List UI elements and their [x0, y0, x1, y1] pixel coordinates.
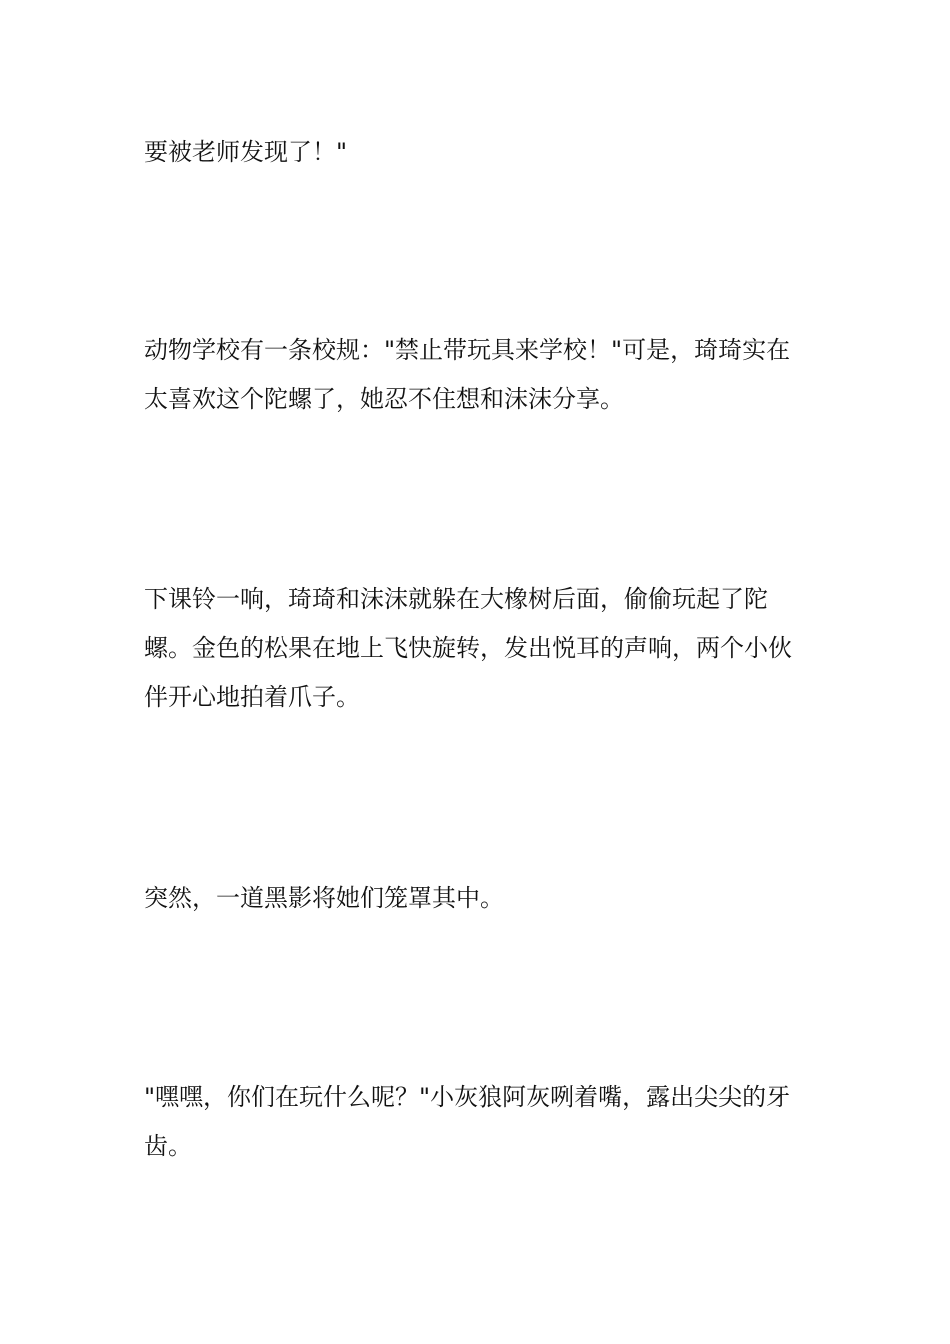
paragraph-1: 要被老师发现了！": [144, 138, 348, 166]
paragraph-2: 动物学校有一条校规："禁止带玩具来学校！"可是，琦琦实在太喜欢这个陀螺了，她忍不住想和沫沫分享。: [144, 336, 791, 413]
paragraph-5: "嘿嘿，你们在玩什么呢？"小灰狼阿灰咧着嘴，露出尖尖的牙齿。: [144, 1083, 791, 1160]
paragraph-3: 下课铃一响，琦琦和沫沫就躲在大橡树后面，偷偷玩起了陀螺。金色的松果在地上飞快旋转，发出悦耳的声响，两个小伙伴开心地拍着爪子。: [144, 585, 792, 711]
paragraph-4: 突然，一道黑影将她们笼罩其中。: [144, 884, 504, 912]
